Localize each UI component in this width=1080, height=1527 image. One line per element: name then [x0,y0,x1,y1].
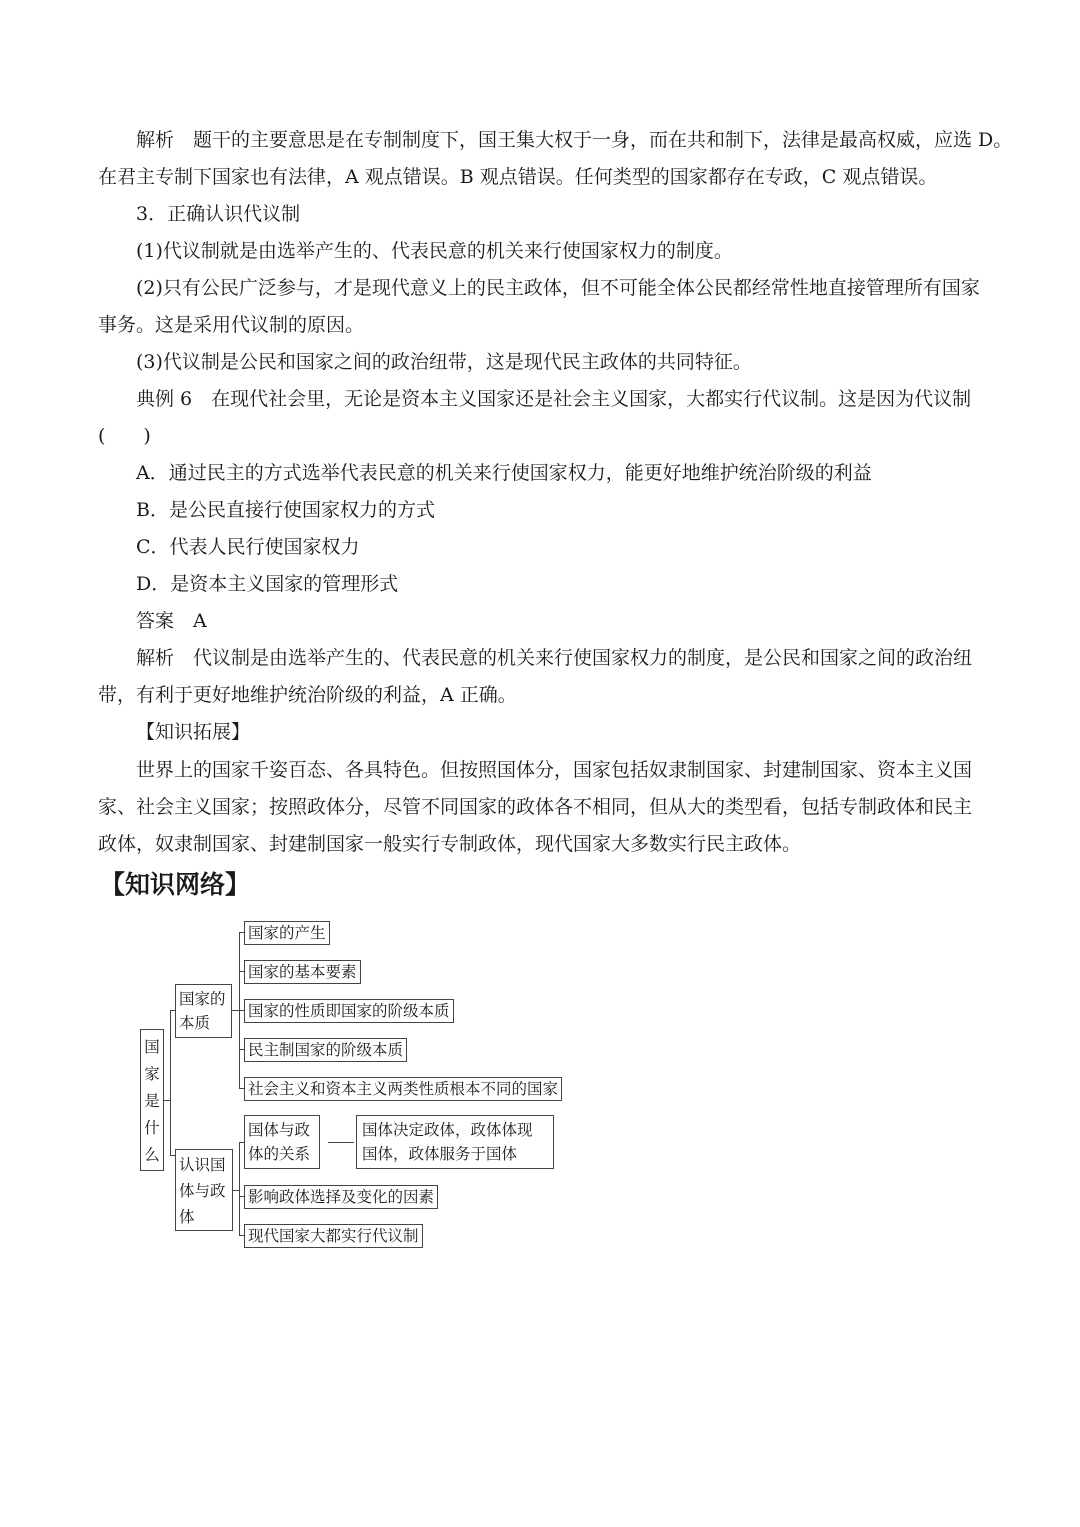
item-relation [244,1115,320,1169]
branch-state-essence [175,984,232,1038]
option-c: C．代表人民行使国家权力 [136,536,360,558]
extension-line-1: 世界上的国家千姿百态、各具特色。但按照国体分，国家包括奴隶制国家、封建制国家、资本主义国 [136,759,973,781]
root-char: 国 [144,1038,160,1056]
option-d: D．是资本主义国家的管理形式 [136,573,399,595]
extension-line-2: 家、社会主义国家；按照政体分，尽管不同国家的政体各不相同，但从大的类型看，包括专制政体和民主 [98,796,973,818]
root-char: 什 [144,1119,160,1137]
answer: 答案 A [136,610,207,632]
item-two-types-of-states: 社会主义和资本主义两类性质根本不同的国家 [244,1077,562,1101]
item-state-nature: 国家的性质即国家的阶级本质 [244,999,454,1023]
root-char: 家 [144,1065,160,1083]
item-influencing-factors: 影响政体选择及变化的因素 [244,1185,438,1209]
relation-detail-line: 国体，政体服务于国体 [362,1145,518,1163]
branch1-connector [232,1010,239,1011]
branch2-bracket [239,1142,240,1235]
analysis-line-1: 解析 题干的主要意思是在专制制度下，国王集大权于一身，而在共和制下，法律是最高权威，应选 D。 [136,129,1013,151]
branch-state-system [175,1149,233,1231]
branch-label-line: 体与政 [179,1182,226,1200]
item-democratic-class-nature: 民主制国家的阶级本质 [244,1038,407,1062]
option-b: B．是公民直接行使国家权力的方式 [136,499,435,521]
branch2-connector [233,1190,239,1191]
root-connector [164,1100,170,1101]
branch-label-line: 体 [179,1208,195,1226]
extension-title: 【知识拓展】 [136,721,251,743]
example-stem-line-2: ( ) [98,425,151,447]
branch-label-line: 国家的 [179,990,226,1008]
example-analysis-line-2: 带，有利于更好地维护统治阶级的利益，A 正确。 [98,684,517,706]
root-char: 是 [144,1092,160,1110]
relation-detail-line: 国体决定政体，政体体现 [362,1121,533,1139]
root-bracket [170,1010,171,1155]
root-box [140,1029,164,1171]
relation-line: 国体与政 [248,1121,311,1139]
relation-dash [328,1142,354,1143]
example-stem-line-1: 典例 6 在现代社会里，无论是资本主义国家还是社会主义国家，大都实行代议制。这是因为代议制 [136,388,972,410]
point-2-line-2: 事务。这是采用代议制的原因。 [98,314,365,336]
relation-detail [356,1115,554,1169]
analysis-line-2: 在君主专制下国家也有法律，A 观点错误。B 观点错误。任何类型的国家都存在专政，C 观点错误。 [98,166,938,188]
relation-line: 体的关系 [248,1145,311,1163]
point-2-line-1: (2)只有公民广泛参与，才是现代意义上的民主政体，但不可能全体公民都经常性地直接管理所有国家 [136,277,980,299]
example-analysis-line-1: 解析 代议制是由选举产生的、代表民意的机关来行使国家权力的制度，是公民和国家之间的政治纽 [136,647,973,669]
option-a: A．通过民主的方式选举代表民意的机关来行使国家权力，能更好地维护统治阶级的利益 [136,462,872,484]
network-heading: 【知识网络】 [100,870,251,899]
item-state-origin: 国家的产生 [244,921,330,945]
section-title: 3．正确认识代议制 [136,203,301,225]
point-3: (3)代议制是公民和国家之间的政治纽带，这是现代民主政体的共同特征。 [136,351,752,373]
item-representative-system: 现代国家大都实行代议制 [244,1224,423,1248]
branch-label-line: 认识国 [179,1156,226,1174]
branch-label-line: 本质 [179,1014,211,1032]
extension-line-3: 政体，奴隶制国家、封建制国家一般实行专制政体，现代国家大多数实行民主政体。 [98,833,802,855]
point-1: (1)代议制就是由选举产生的、代表民意的机关来行使国家权力的制度。 [136,240,733,262]
root-char: 么 [144,1146,160,1164]
item-state-elements: 国家的基本要素 [244,960,361,984]
